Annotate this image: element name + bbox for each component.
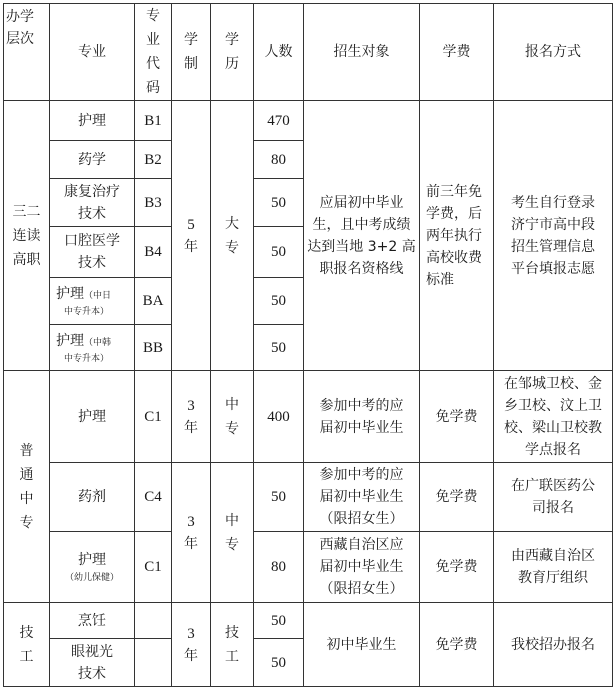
target-cell: 参加中考的应届初中毕业生（限招女生） — [304, 463, 420, 532]
target-cell: 应届初中毕业生，且中考成绩达到当地 3+2 高职报名资格线 — [304, 101, 420, 371]
code-cell: BB — [135, 325, 172, 371]
major-cell: 口腔医学技术 — [50, 227, 135, 278]
header-target: 招生对象 — [304, 4, 420, 101]
count-cell: 50 — [254, 179, 304, 227]
header-duration: 学制 — [172, 4, 211, 101]
duration-cell: 3 年 — [172, 371, 211, 463]
registration-cell: 考生自行登录济宁市高中段招生管理信息平台填报志愿 — [494, 101, 613, 371]
code-cell: B3 — [135, 179, 172, 227]
count-cell: 400 — [254, 371, 304, 463]
duration-cell: 3 年 — [172, 603, 211, 687]
level-cell: 技工 — [4, 603, 50, 687]
major-cell: 药剂 — [50, 463, 135, 532]
target-cell: 初中毕业生 — [304, 603, 420, 687]
code-cell: B2 — [135, 141, 172, 179]
code-cell: B1 — [135, 101, 172, 141]
tuition-cell: 免学费 — [420, 532, 494, 603]
table-row — [4, 463, 613, 532]
education-cell: 中专 — [211, 463, 254, 603]
code-cell: C1 — [135, 371, 172, 463]
code-cell — [135, 603, 172, 639]
code-cell: B4 — [135, 227, 172, 278]
education-cell: 大专 — [211, 101, 254, 371]
registration-cell: 由西藏自治区教育厅组织 — [494, 532, 613, 603]
education-cell: 中专 — [211, 371, 254, 463]
table-row — [4, 371, 613, 463]
count-cell: 80 — [254, 141, 304, 179]
header-level: 办学层次 — [4, 4, 50, 101]
tuition-cell: 免学费 — [420, 603, 494, 687]
count-cell: 50 — [254, 603, 304, 639]
tuition-cell: 免学费 — [420, 463, 494, 532]
table-row — [4, 603, 613, 639]
duration-cell: 5 年 — [172, 101, 211, 371]
code-cell: C1 — [135, 532, 172, 603]
code-cell: C4 — [135, 463, 172, 532]
registration-cell: 在邹城卫校、金乡卫校、汶上卫校、梁山卫校教学点报名 — [494, 371, 613, 463]
tuition-cell: 免学费 — [420, 371, 494, 463]
count-cell: 50 — [254, 639, 304, 687]
count-cell: 80 — [254, 532, 304, 603]
major-cell: 护理 （幼儿保健） — [50, 532, 135, 603]
count-cell: 50 — [254, 278, 304, 325]
header-code: 专业代码 — [135, 4, 172, 101]
count-cell: 470 — [254, 101, 304, 141]
header-major: 专业 — [50, 4, 135, 101]
header-education: 学历 — [211, 4, 254, 101]
duration-cell: 3 年 — [172, 463, 211, 603]
header-tuition: 学费 — [420, 4, 494, 101]
major-cell: 护理（中日 中专升本） — [50, 278, 135, 325]
header-row — [4, 4, 613, 101]
tuition-cell: 前三年免学费，后两年执行高校收费标准 — [420, 101, 494, 371]
table-row — [4, 532, 613, 603]
target-cell: 参加中考的应届初中毕业生 — [304, 371, 420, 463]
registration-cell: 在广联医药公司报名 — [494, 463, 613, 532]
count-cell: 50 — [254, 463, 304, 532]
level-cell: 三二连读高职 — [4, 101, 50, 371]
major-cell: 康复治疗技术 — [50, 179, 135, 227]
level-cell: 普通中专 — [4, 371, 50, 603]
major-cell: 护理 — [50, 371, 135, 463]
count-cell: 50 — [254, 325, 304, 371]
major-cell: 药学 — [50, 141, 135, 179]
count-cell: 50 — [254, 227, 304, 278]
header-count: 人数 — [254, 4, 304, 101]
education-cell: 技工 — [211, 603, 254, 687]
header-registration: 报名方式 — [494, 4, 613, 101]
major-cell: 眼视光技术 — [50, 639, 135, 687]
admissions-table — [3, 3, 613, 687]
table-row — [4, 101, 613, 141]
registration-cell: 我校招办报名 — [494, 603, 613, 687]
target-cell: 西藏自治区应届初中毕业生（限招女生） — [304, 532, 420, 603]
major-cell: 护理（中韩 中专升本） — [50, 325, 135, 371]
code-cell — [135, 639, 172, 687]
code-cell: BA — [135, 278, 172, 325]
major-cell: 烹饪 — [50, 603, 135, 639]
major-cell: 护理 — [50, 101, 135, 141]
